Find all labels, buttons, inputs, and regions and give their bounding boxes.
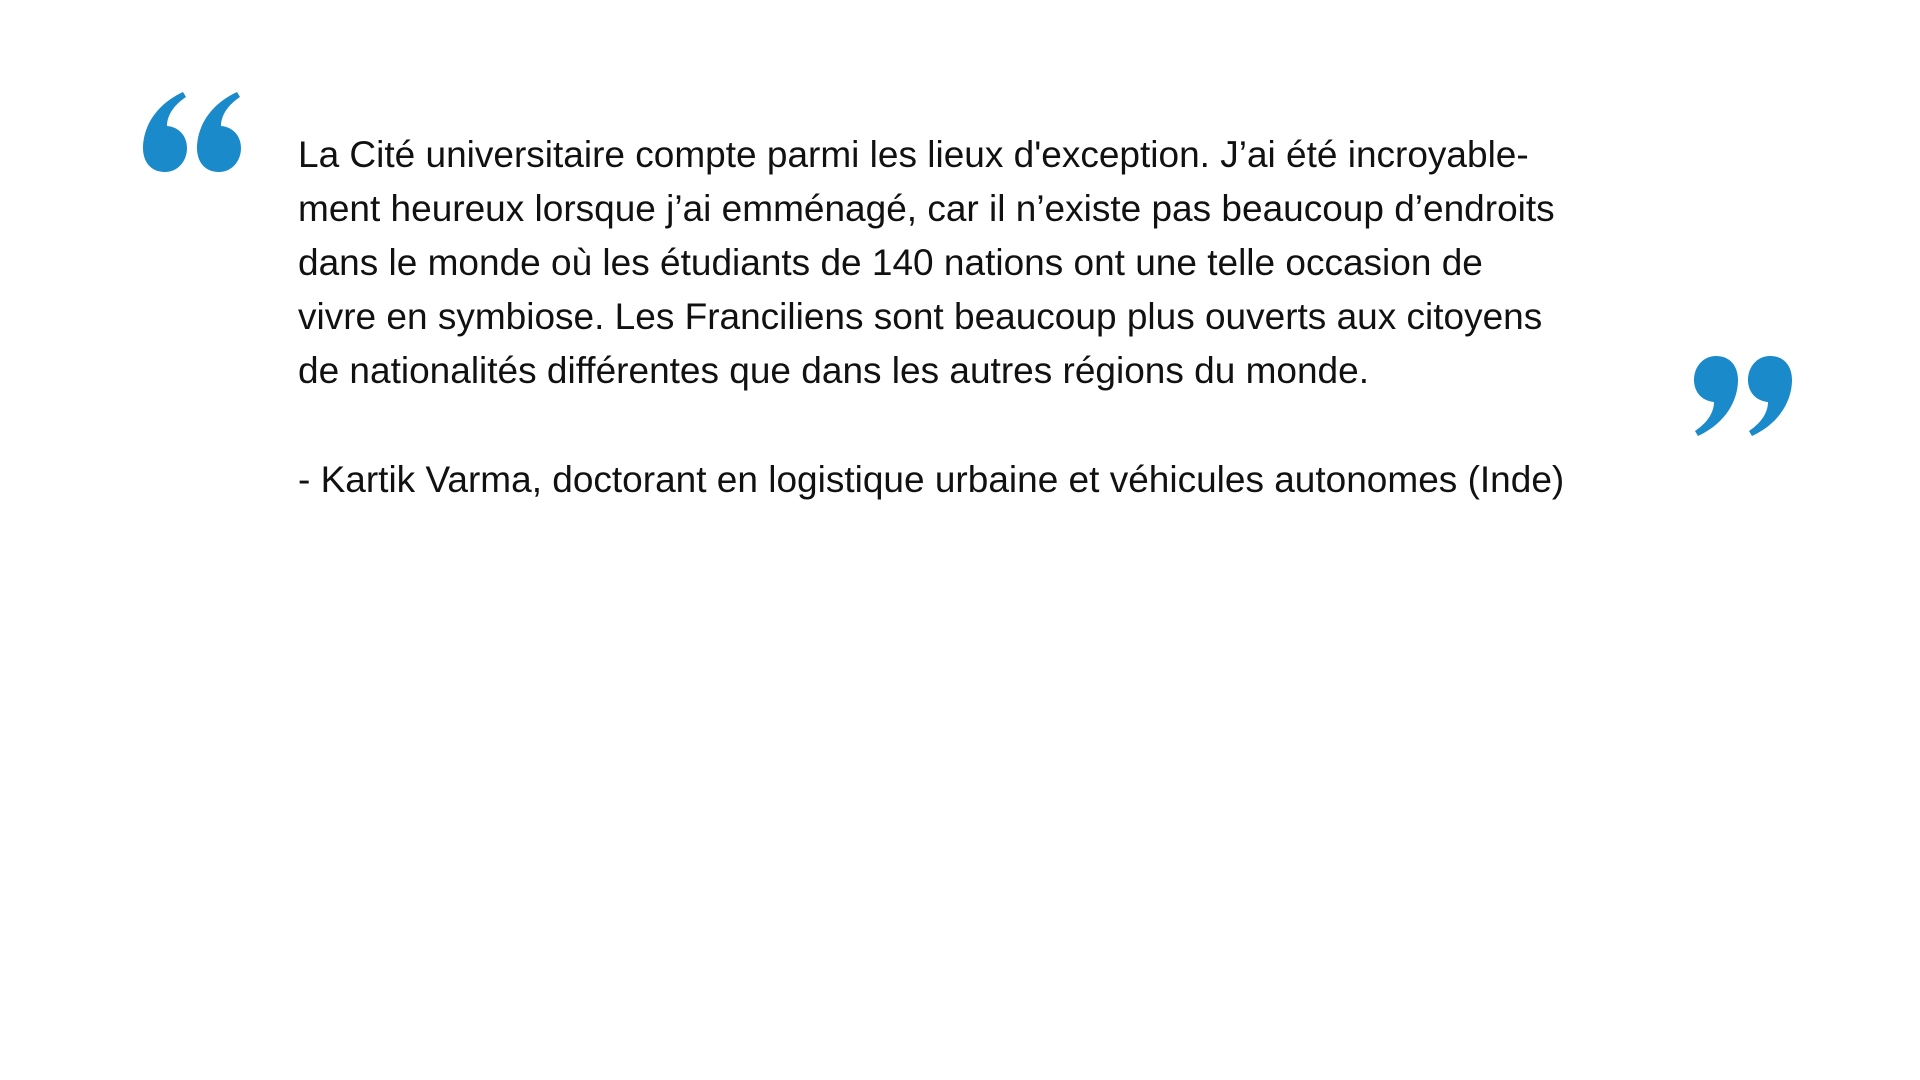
quote-line: dans le monde où les étudiants de 140 nations ont une telle occasion de <box>298 242 1483 283</box>
closing-quote-icon <box>1692 356 1792 438</box>
quote-attribution: - Kartik Varma, doctorant en logistique urbaine et véhicules autonomes (Inde) <box>298 459 1565 500</box>
quote-line: vivre en symbiose. Les Franciliens sont beaucoup plus ouverts aux citoyens <box>298 296 1543 337</box>
opening-quote-icon <box>143 90 243 172</box>
quote-line: ment heureux lorsque j’ai emménagé, car il n’existe pas beaucoup d’endroits <box>298 188 1555 229</box>
quote-line: La Cité universitaire compte parmi les lieux d'exception. J’ai été incroyable- <box>298 134 1529 175</box>
quote-line: de nationalités différentes que dans les autres régions du monde. <box>298 350 1369 391</box>
quote-text <box>298 128 1698 398</box>
